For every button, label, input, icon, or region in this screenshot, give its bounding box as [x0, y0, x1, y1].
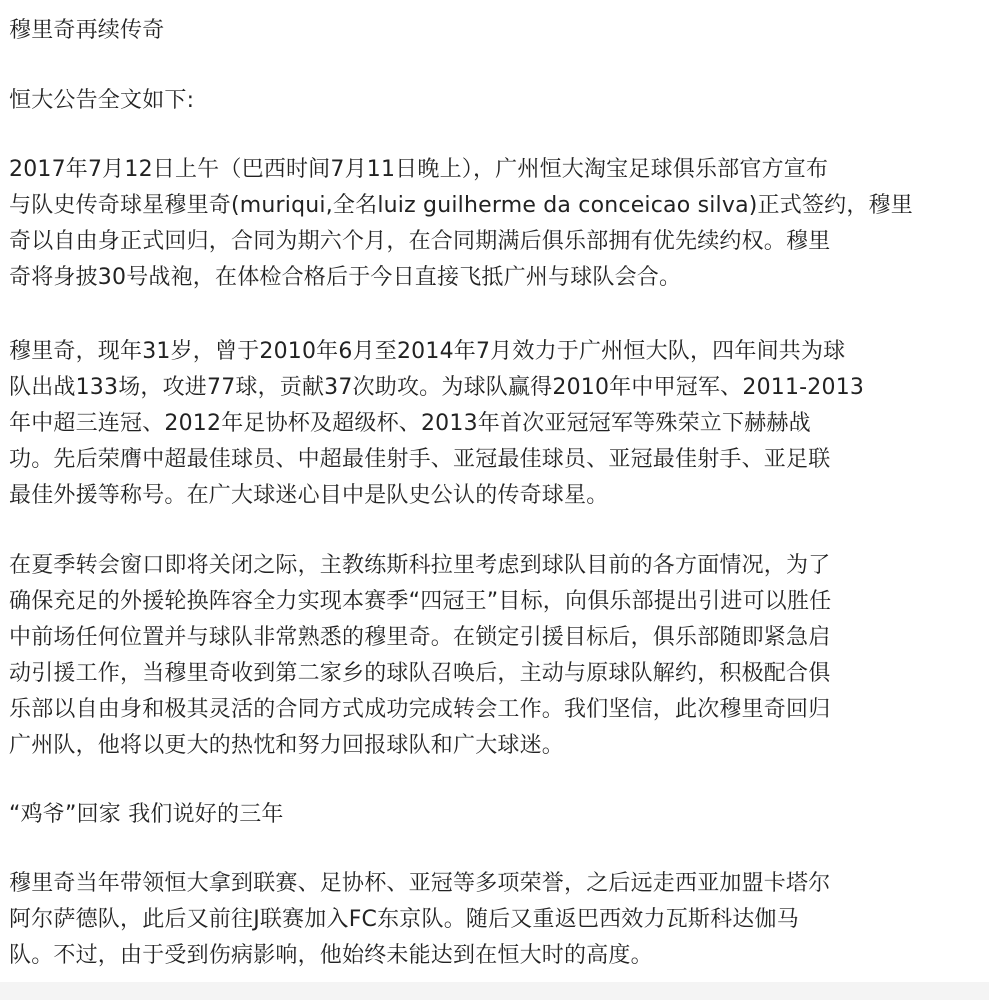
- paragraph-line: 队。不过，由于受到伤病影响，他始终未能达到在恒大时的高度。: [9, 943, 653, 968]
- paragraph-line: 中前场任何位置并与球队非常熟悉的穆里奇。在锁定引援目标后，俱乐部随即紧急启: [9, 625, 831, 650]
- paragraph-line: 乐部以自由身和极其灵活的合同方式成功完成转会工作。我们坚信，此次穆里奇回归: [9, 697, 831, 722]
- paragraph-line: 2017年7月12日上午（巴西时间7月11日晚上），广州恒大淘宝足球俱乐部官方宣布: [9, 157, 829, 182]
- paragraph-line: 年中超三连冠、2012年足协杯及超级杯、2013年首次亚冠冠军等殊荣立下赫赫战: [9, 411, 811, 436]
- intro-line: 恒大公告全文如下:: [9, 88, 195, 113]
- section-subtitle: “鸡爷”回家 我们说好的三年: [9, 802, 284, 827]
- paragraph-line: 穆里奇，现年31岁，曾于2010年6月至2014年7月效力于广州恒大队，四年间共为球: [9, 339, 846, 364]
- paragraph-line: 穆里奇当年带领恒大拿到联赛、足协杯、亚冠等多项荣誉，之后远走西亚加盟卡塔尔: [9, 871, 831, 896]
- paragraph-3: [9, 548, 831, 764]
- article-title: 穆里奇再续传奇: [9, 18, 165, 43]
- paragraph-line: 确保充足的外援轮换阵容全力实现本赛季“四冠王”目标，向俱乐部提出引进可以胜任: [9, 589, 832, 614]
- paragraph-line: 奇将身披30号战袍，在体检合格后于今日直接飞抵广州与球队会合。: [9, 265, 682, 290]
- paragraph-line: 广州队，他将以更大的热忱和努力回报球队和广大球迷。: [9, 733, 565, 758]
- paragraph-line: 在夏季转会窗口即将关闭之际，主教练斯科拉里考虑到球队目前的各方面情况，为了: [9, 553, 831, 578]
- paragraph-2: [9, 334, 864, 514]
- paragraph-line: 功。先后荣膺中超最佳球员、中超最佳射手、亚冠最佳球员、亚冠最佳射手、亚足联: [9, 447, 831, 472]
- paragraph-1: [9, 152, 913, 296]
- paragraph-line: 与队史传奇球星穆里奇(muriqui,全名luiz guilherme da conceicao silva)正式签约，穆里: [9, 193, 913, 218]
- bottom-bar: [0, 982, 989, 1000]
- paragraph-line: 最佳外援等称号。在广大球迷心目中是队史公认的传奇球星。: [9, 483, 609, 508]
- paragraph-4: [9, 866, 830, 974]
- paragraph-line: 阿尔萨德队，此后又前往J联赛加入FC东京队。随后又重返巴西效力瓦斯科达伽马: [9, 907, 799, 932]
- paragraph-line: 动引援工作，当穆里奇收到第二家乡的球队召唤后，主动与原球队解约，积极配合俱: [9, 661, 831, 686]
- paragraph-line: 队出战133场，攻进77球，贡献37次助攻。为球队赢得2010年中甲冠军、2011-2013: [9, 375, 865, 400]
- paragraph-line: 奇以自由身正式回归，合同为期六个月，在合同期满后俱乐部拥有优先续约权。穆里: [9, 229, 831, 254]
